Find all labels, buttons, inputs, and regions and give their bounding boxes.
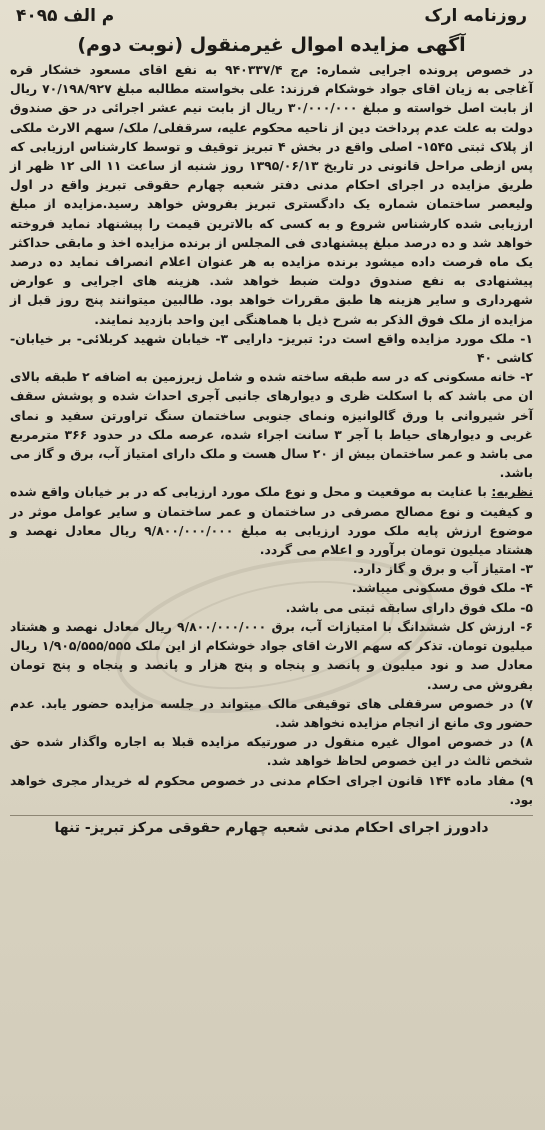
note-label: نظریه: <box>491 484 533 500</box>
list-item: ۳- امتیاز آب و برق و گاز دارد. <box>352 561 533 577</box>
list-item: ۱- ملک مورد مزایده واقع است در: تبریز- دارایی ۳- خیابان شهید کربلائی- بر خیابان- کاشی ۴۰ <box>10 330 533 366</box>
issue-code: م الف ۴۰۹۵ <box>16 6 115 26</box>
list-item: ۲- خانه مسکونی که در سه طبقه ساخته شده و شامل زیرزمین به اضافه ۲ طبقه بالای ان می باشد که با اسکلت ظری و دیوارهای جانبی آجری احداث شده و پوشش سقف آخر شیروانی با ورق گالوانیزه ونمای جنوبی ساختمان سنگ تراورتن سفید و نمای غربی و دیوارهای حیاط با آجر ۳ سانت اجراء شده، عرصه ملک در حدود ۳۶۶ مترمربع می باشد و عمر ساختمان بیش از ۲۰ سال هست و ملک دارای امتیاز آب، برق و گاز می باشد. <box>10 369 534 481</box>
masthead <box>10 6 533 32</box>
notice-title: آگهی مزایده اموال غیرمنقول (نوبت دوم) <box>77 34 466 56</box>
intro-paragraph: در خصوص پرونده اجرایی شماره: م‌ج ۹۴۰۳۳۷/۴ به نفع اقای مسعود خشکار قره آغاجی به زیان اقای جواد خوشکام فرزند: علی بخواسته مطالبه مبلغ ۷۰/۱۹۸/۹۲۷ ریال از بابت اصل خواسته و مبلغ ۳۰/۰۰۰/۰۰۰ ریال از بابت نیم عشر اجرائی در حق صندوق دولت به علت عدم پرداخت دین از ناحیه محکوم علیه، سرقفلی/ ملک/ سهم الارث ملکی از پلاک ثبتی ۱۵۴۵- اصلی واقع در بخش ۴ تبریز توقیف و توسط کارشناس ارزیابی که پس ازطی مراحل قانونی در تاریخ ۱۳۹۵/۰۶/۱۳ روز شنبه از ساعت ۱۱ الی ۱۲ ظهر از طریق مزایده در اجرای احکام مدنی دفتر شعبه چهارم حقوقی تبریز واقع در اول ولیعصر ساختمان شماره یک دادگستری تبریز بفروش خواهد رسید.مزایده از مبلغ ارزیابی شده کارشناس شروع و به کسی که بالاترین قیمت را پیشنهاد نماید فروخته خواهد شد و ده درصد مبلغ پیشنهادی فی المجلس از برنده مزایده اخذ و مابقی حداکثر یک ماه فرصت داده میشود برنده مزایده به هر عنوان اعلام انصراف نماید ده درصد پیشنهادی به نفع صندوق دولت ضبط خواهد شد. هزینه های اجرایی و عوارض شهرداری و سایر هزینه ها طبق مقررات خواهد بود. طالبین میتوانند پنج روز قبل از مزایده از ملک فوق الذکر به شرح ذیل با هماهنگی این واحد بازدید نمایند. <box>10 62 533 327</box>
note-text: با عنایت به موقعیت و محل و نوع ملک مورد ارزیابی که در بر خیابان واقع شده و کیفیت و نوع مصالح مصرفی در ساختمان و عمر ساختمان و سایر عوامل موثر در موضوع ارزش پایه ملک مورد ارزیابی به مبلغ ۹/۸۰۰/۰۰۰/۰۰۰ ریال معادل نهصد و هشتاد میلیون تومان برآورد و اعلام می گردد. <box>10 484 533 558</box>
list-item: ۵- ملک فوق دارای سابقه ثبتی می باشد. <box>285 599 533 615</box>
property-items <box>10 329 533 483</box>
list-item: ۴- ملک فوق مسکونی میباشد. <box>351 580 533 596</box>
appraisal-note <box>10 482 533 559</box>
list-item: ۸) در خصوص اموال غیره منقول در صورتیکه مزایده قبلا به اجاره واگذار شده حق شخص ثالث در این خصوص لحاظ خواهد شد. <box>10 734 533 769</box>
notice-body <box>10 60 533 809</box>
list-item: ۶- ارزش کل ششدانگ با امتیازات آب، برق ۹/۸۰۰/۰۰۰/۰۰۰ ریال معادل نهصد و هشتاد میلیون تومان. تذکر که سهم الارث اقای جواد خوشکام از این ملک ۱/۹۰۵/۵۵۵/۵۵۵ ریال معادل صد و نود میلیون و پانصد و پنجاه و پنج هزار و پانصد و پنجاه و پنج تومان بفروش می رسد. <box>10 618 534 692</box>
detail-items <box>10 559 533 809</box>
signature-line: دادورز اجرای احکام مدنی شعبه چهارم حقوقی مرکز تبریز- تنها <box>10 815 533 836</box>
list-item: ۹) مفاد ماده ۱۴۴ قانون اجرای احکام مدنی در خصوص محکوم له خریدار مجری خواهد بود. <box>10 772 534 807</box>
newspaper-name: روزنامه ارک <box>424 6 527 26</box>
list-item: ۷) در خصوص سرقفلی های توقیفی مالک میتواند در جلسه مزایده حضور یابد. عدم حضور وی مانع از انجام مزایده نخواهد شد. <box>10 695 533 730</box>
